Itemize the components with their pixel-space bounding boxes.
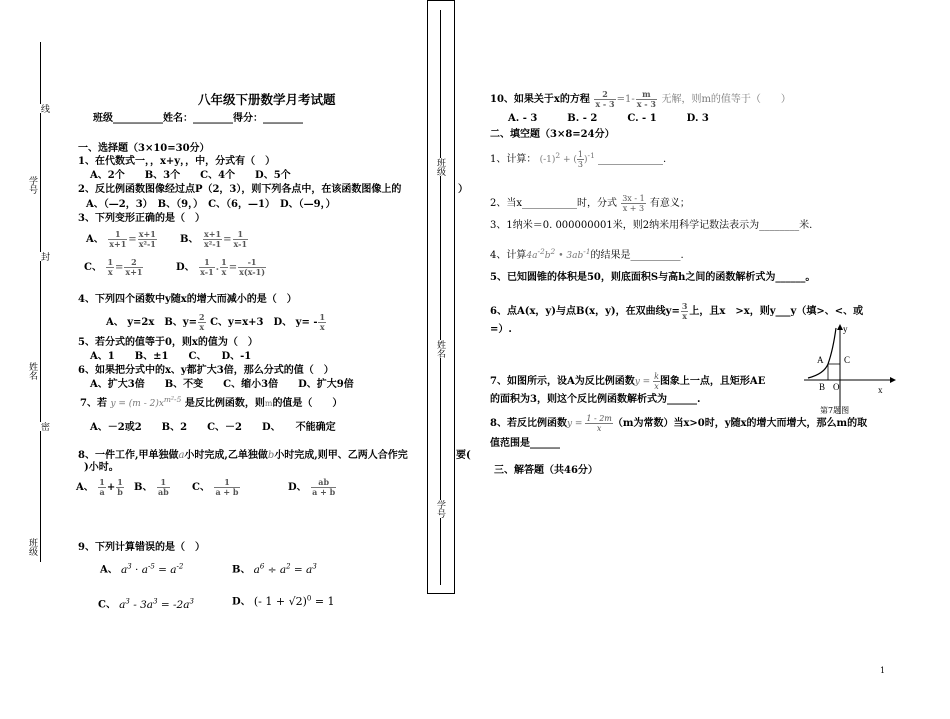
f2-tail: 有意义； [649,198,690,209]
formula-fraction: $\frac{2}{x+1}$ [125,257,143,277]
f6-prefix: 6、点A(x，y)与点B(x，y)，在双曲线y= [490,306,680,317]
f8-prefix: 8、若反比例函数 [490,418,567,429]
margin-rule [40,42,41,562]
fill-2 [490,194,690,213]
question-9: 9、下列计算错误的是（ ） [78,542,205,553]
question-7-figure [800,322,896,414]
fill-1: 1、计算： $(-1)^2$ + ( $\frac{1}{3}$ )$^{-1}$ _____________. [490,150,667,169]
f4-prefix: 4、计算 [490,250,527,261]
label-C: C [844,355,851,365]
option-label: B、 [180,234,199,245]
question-5: 5、若分式的值等于0，则x的值为（ ） [78,337,258,348]
page-title: 八年级下册数学月考试题 [198,92,336,107]
question-8-option-b [134,478,171,497]
question-8-option-c [192,478,241,497]
option-label: A、 [100,564,118,576]
question-8-option-d [288,478,337,497]
question-7-options: A、－2或2 B、2 C、－2 D、 不能确定 [90,422,336,433]
formula-fraction: $\frac{x+1}{\text{x²-1}}$ [203,229,222,249]
fill-6-line2: =）. [490,324,512,335]
option-text: A、 y=2x B、y= [106,317,197,328]
question-2-options: A、（—2，3） B、（9，） C、（6，—1） D、（—9，） [86,199,336,210]
center-label-xingming: 姓名 [435,340,445,358]
question-3-option-a: A、 $\frac{1}{x+1}$ = $\frac{x+1}{\text{x²-1}}$ [86,229,156,249]
label-x: x [878,385,883,395]
q10-prefix: 10、如果关于x的方程 [490,94,590,105]
question-2: 2、反比例函数图像经过点P（2，3），则下列各点中，在该函数图像上的 [78,184,402,195]
f2-prefix: 2、当x___________时，分式 [490,198,618,209]
formula-fraction: $\frac{x+1}{\text{x²-1}}$ [138,229,156,249]
question-7: 7、若 $y = (m - 2)x^{m^2-5}$ 是反比例函数，则m的值是（ ） [80,395,343,409]
q8-mid2: 小时完成,则甲、乙两人合作完 [274,450,408,461]
option-label: C、 [84,262,102,273]
formula-fraction: $\frac{ab}{a + b}$ [312,477,336,497]
formula-fraction: $\frac{1}{x-1}$ [233,229,248,249]
fill-8: 8、若反比例函数y = $\frac{1 - 2m}{x}$ （m为常数）当x>0时，y随x的增大而增大，那么m的取 [490,414,868,433]
formula-fraction: $\frac{1}{b}$ [117,477,123,497]
question-2-tail: ） [458,184,468,195]
question-3-option-b: B、 $\frac{x+1}{\text{x²-1}}$ = $\frac{1}{x-1}$ [180,229,248,249]
margin-label-mi: 密 [39,422,49,431]
page-number: 1 [880,666,886,675]
x-axis-arrow [890,377,896,383]
formula-fraction: $\frac{1}{a + b}$ [215,477,239,497]
q7-tail: 的值是（ ） [272,398,343,409]
question-8: 8、一件工作,甲单独做a小时完成,乙单独做b小时完成,则甲、乙两人合作完 [78,450,408,461]
option-label: A、 [86,234,104,245]
margin-label-feng: 封 [39,252,49,261]
label-O: O [833,382,840,392]
f7-prefix: 7、如图所示，设A为反比例函数 [490,376,635,387]
question-8-line2: )小时。 [84,462,119,473]
formula-fraction: $\frac{m}{x - 3}$ [636,89,656,109]
formula-fraction: $\frac{1}{x}$ [221,257,227,277]
center-label-banji: 班级 [435,158,445,176]
f4-tail: 的结果是__________. [590,250,684,261]
center-label-xuehao: 学号 [435,500,445,518]
question-10-options: A. - 3 B. - 2 C. - 1 D. 3 [508,113,709,124]
fill-6 [490,302,863,321]
margin-label-xingming: 姓名 [27,362,37,380]
fill-7-line2: 的面积为3，则这个反比例函数解析式为______. [490,394,701,405]
fill-4: 4、计算$4a^{-2}b^2$ • $3ab^{-1}$的结果是__________. [490,247,684,261]
question-6: 6、如果把分式中的x、y都扩大3倍，那么分式的值（ ） [78,365,334,376]
rectangle-aboc [828,364,840,380]
formula-fraction: $\frac{2}{x}$ [199,312,205,332]
margin-label-xian: 线 [39,104,49,113]
label-A: A [817,355,824,365]
question-9-option-b: B、 $a^6 \div a^2 = a^3$ [232,562,317,576]
section-heading-answer: 三、解答题（共46分） [494,465,598,476]
fill-3: 3、1纳米＝0. 000000001米，则2纳米用科学记数法表示为________米. [490,220,813,231]
question-5-options: A、1 B、±1 C、 D、-1 [90,351,252,362]
formula-fraction: $\frac{3x - 1}{x + 3}$ [622,194,645,213]
formula-inline: $y = (m - 2)x^{m^2-5}$ [110,395,182,409]
q7-mid: 是反比例函数，则 [184,398,265,409]
q10-tail: 无解，则m的值等于（ ） [661,94,791,105]
option-label: C、 [98,599,116,611]
formula-fraction: $\frac{1}{x}$ [107,257,114,277]
option-text: C、y=x+3 D、 y= - [210,317,318,328]
option-label: D、 [176,262,195,273]
question-8-tail: 要( [456,450,471,461]
question-8-options: A、 $\frac{1}{a}$ + $\frac{1}{b}$ [76,477,123,497]
q8-mid1: 小时完成,乙单独做 [184,450,268,461]
center-strip-rule [440,10,441,585]
f8-mid: （m为常数）当x>0时，y随x的增大而增大，那么m的取 [612,418,868,429]
q8-prefix: 8、一件工作,甲单独做 [78,450,179,461]
option-label: D、 [232,596,251,608]
question-9-option-c: C、 $a^3 - 3a^3 = -2a^3$ [98,597,194,611]
question-4-options [106,313,327,332]
question-3-option-d: D、 $\frac{1}{x-1}$ . $\frac{1}{x}$ = $\frac{-1}{x(x-1)}$ [176,257,265,277]
fill-8-line2: 值范围是______ [490,438,560,449]
formula-fraction: $\frac{1}{x-1}$ [200,257,214,277]
option-label: A、 [76,482,94,493]
question-6-options: A、扩大3倍 B、不变 C、缩小3倍 D、扩大9倍 [90,379,354,390]
question-4: 4、下列四个函数中y随x的增大而减小的是（ ） [78,294,297,305]
option-label: B、 [134,482,153,493]
question-10: 10、如果关于x的方程 $\frac{2}{x - 3}$ =1- $\frac{m}{x - 3}$ 无解，则m的值等于（ ） [490,89,791,109]
f7-mid: 图象上一点，且矩形AE [659,376,766,387]
question-9-option-a: A、 $a^3 \cdot a^{-5} = a^{-2}$ [100,562,184,576]
formula-fraction: $\frac{1}{x+1}$ [109,229,127,249]
option-label: B、 [232,564,251,576]
question-3: 3、下列变形正确的是（ ） [78,213,205,224]
margin-label-banji: 班级 [27,538,37,556]
figure-caption: 第7题图 [820,406,850,415]
student-info-line: 班级__________姓名：________得分：________ [93,113,303,124]
label-y: y [843,324,848,334]
question-1-options: A、2个 B、3个 C、4个 D、5个 [90,170,291,181]
option-label: D、 [288,482,307,493]
label-B: B [819,382,826,392]
section-heading-choice: 一、选择题（3×10=30分） [78,143,210,154]
question-3-option-c: C、 $\frac{1}{x}$ = $\frac{2}{x+1}$ [84,257,143,277]
formula-fraction: $\frac{2}{x - 3}$ [595,89,615,109]
section-heading-fill: 二、填空题（3×8=24分） [490,129,615,140]
option-label: C、 [192,482,210,493]
formula-fraction: $\frac{3}{x}$ [681,301,688,321]
margin-label-xuehao: 学号 [27,176,37,194]
formula-fraction: $\frac{1}{ab}$ [157,477,169,497]
fill-7: 7、如图所示，设A为反比例函数y = $\frac{k}{x}$ 图象上一点，且矩形AE [490,372,766,391]
question-1: 1、在代数式一，，x+y，，中，分式有（ ） [78,156,276,167]
f6-mid: 上，且x >x，则y___y（填>、<、或 [689,306,864,317]
formula-fraction: $\frac{-1}{x(x-1)}$ [239,257,265,277]
fill-5: 5、已知圆锥的体积是50，则底面积S与高h之间的函数解析式为______。 [490,272,816,283]
formula-fraction: $\frac{1}{a}$ [99,477,105,497]
question-9-option-d: D、 (- 1 + √2)$^0$ = 1 [232,594,335,608]
hyperbola-curve [808,328,836,378]
q7-prefix: 7、若 [80,398,107,409]
f1-blank: _____________. [598,154,667,165]
f1-prefix: 1、计算： [490,154,537,165]
formula-fraction: $\frac{1}{x}$ [319,312,326,332]
